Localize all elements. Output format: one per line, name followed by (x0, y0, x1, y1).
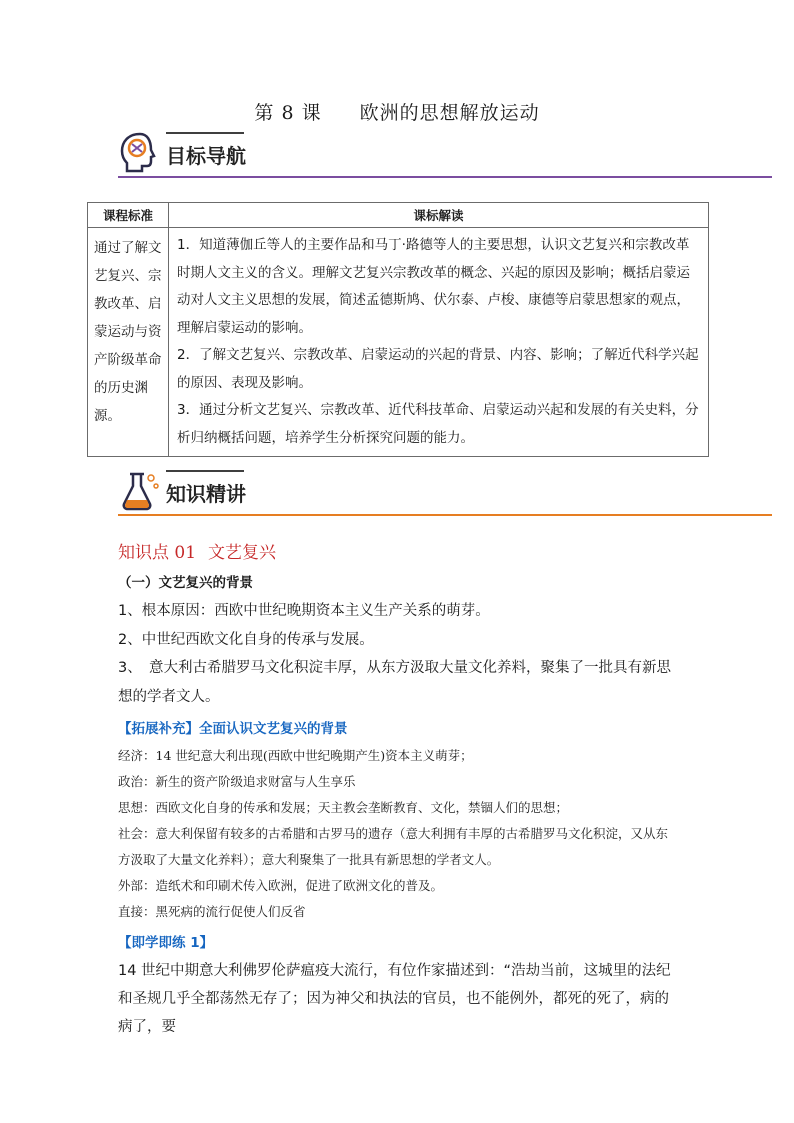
practice-text: 14 世纪中期意大利佛罗伦萨瘟疫大流行，有位作家描述到：“浩劫当前，这城里的法纪和圣规几乎全都荡然无存了；因为神父和执法的官员，也不能例外，都死的死了，病的病了，要 (118, 963, 671, 1035)
section-knowledge-header (118, 468, 772, 516)
curriculum-table (87, 202, 709, 457)
knowledge-point-name: 文艺复兴 (208, 543, 277, 563)
subsection-title: （一）文艺复兴的背景 (118, 575, 253, 591)
interpretation-item: 1．知道薄伽丘等人的主要作品和马丁·路德等人的主要思想，认识文艺复兴和宗教改革时期人文主义的含义。理解文艺复兴宗教改革的概念、兴起的原因及影响；概括启蒙运动对人文主义思想的发展，简述孟德斯鸠、伏尔泰、卢梭、康德等启蒙思想家的观点，理解启蒙运动的影响。 (177, 237, 690, 336)
standard-cell: 通过了解文艺复兴、宗教改革、启蒙运动与资产阶级革命的历史渊源。 (88, 228, 169, 457)
extension-line: 外部：造纸术和印刷术传入欧洲，促进了欧洲文化的普及。 (118, 878, 444, 893)
table-row (88, 228, 709, 457)
section-goals-header (118, 130, 772, 178)
section-knowledge-rule (118, 514, 772, 516)
section-knowledge-label: 知识精讲 (166, 482, 246, 506)
header-interpretation: 课标解读 (169, 203, 709, 228)
extension-line: 直接：黑死病的流行促使人们反省 (118, 904, 306, 919)
extension-line: 经济：14 世纪意大利出现(西欧中世纪晚期产生)资本主义萌芽； (118, 748, 473, 763)
knowledge-content (118, 538, 678, 1041)
header-top-line (166, 132, 244, 134)
section-goals-rule (118, 176, 772, 178)
section-goals-label: 目标导航 (166, 144, 246, 168)
table-header-row (88, 203, 709, 228)
knowledge-point-title (118, 538, 678, 563)
page-title (0, 98, 794, 125)
flask-icon (118, 468, 162, 512)
interpretation-item: 3．通过分析文艺复兴、宗教改革、近代科技革命、启蒙运动兴起和发展的有关史料，分析归纳概括问题，培养学生分析探究问题的能力。 (177, 402, 699, 446)
knowledge-point-number: 知识点 01 (118, 543, 197, 563)
extension-line: 思想：西欧文化自身的传承和发展；天主教会垄断教育、文化，禁锢人们的思想； (118, 800, 569, 815)
interpretation-cell (169, 228, 709, 457)
header-standard: 课程标准 (88, 203, 169, 228)
extension-line: 政治：新生的资产阶级追求财富与人生享乐 (118, 774, 356, 789)
background-point: 1、根本原因：西欧中世纪晚期资本主义生产关系的萌芽。 (118, 603, 490, 619)
background-point: 2、中世纪西欧文化自身的传承与发展。 (118, 631, 374, 648)
background-point: 3、 意大利古希腊罗马文化积淀丰厚，从东方汲取大量文化养料，聚集了一批具有新思想的学者文人。 (118, 660, 671, 705)
brain-head-icon (118, 130, 162, 174)
lesson-name: 欧洲的思想解放运动 (359, 102, 540, 124)
extension-title: 【拓展补充】全面认识文艺复兴的背景 (118, 721, 348, 737)
lesson-number: 第 8 课 (254, 102, 322, 124)
practice-title: 【即学即练 1】 (118, 935, 214, 951)
interpretation-item: 2．了解文艺复兴、宗教改革、启蒙运动的兴起的背景、内容、影响；了解近代科学兴起的原因、表现及影响。 (177, 347, 699, 391)
header-top-line (166, 470, 244, 472)
extension-line: 社会：意大利保留有较多的古希腊和古罗马的遗存（意大利拥有丰厚的古希腊罗马文化积淀，又从东方汲取了大量文化养料）；意大利聚集了一批具有新思想的学者文人。 (118, 826, 669, 867)
